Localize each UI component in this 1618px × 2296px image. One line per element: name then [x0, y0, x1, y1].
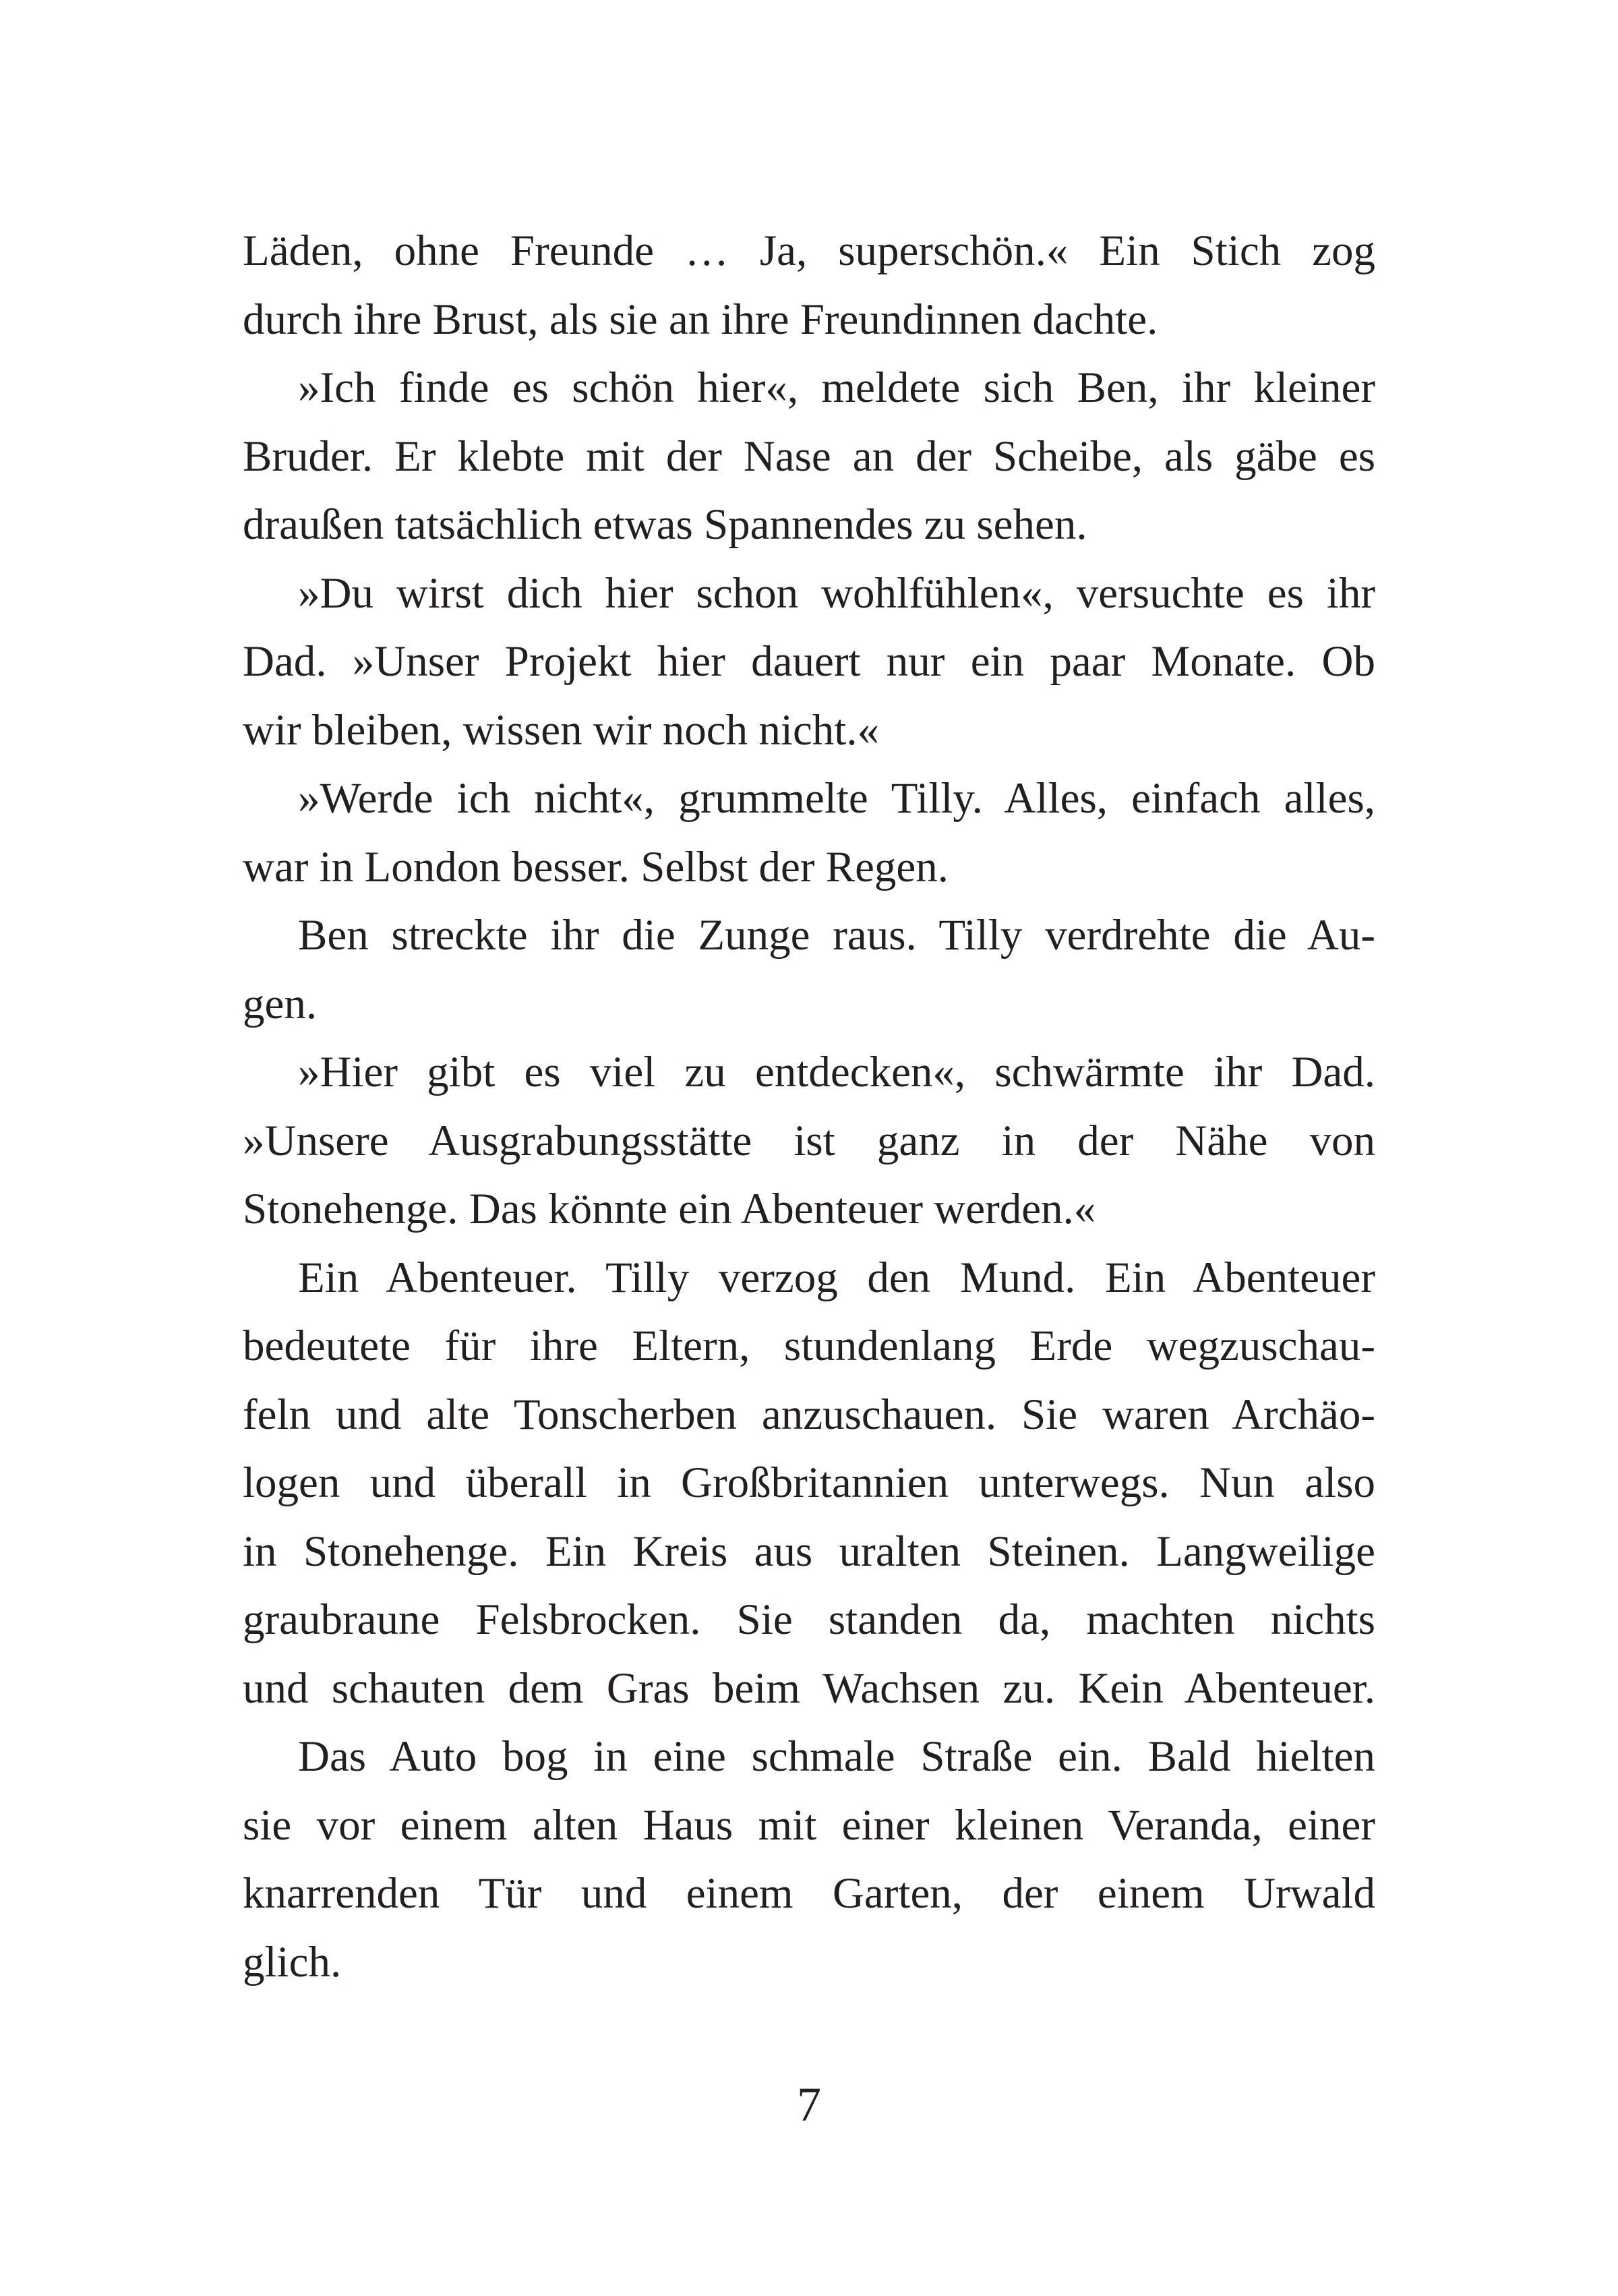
text-line: knarrenden Tür und einem Garten, der einem Urwald [243, 1869, 1375, 1918]
body-text [243, 217, 1375, 1997]
text-line: Bruder. Er klebte mit der Nase an der Scheibe, als gäbe es [243, 432, 1375, 481]
text-line: Dad. »Unser Projekt hier dauert nur ein paar Monate. Ob [243, 637, 1375, 686]
text-line: logen und überall in Großbritannien unterwegs. Nun also [243, 1459, 1375, 1507]
text-line: sie vor einem alten Haus mit einer kleinen Veranda, einer [243, 1800, 1375, 1850]
text-line: Ein Abenteuer. Tilly verzog den Mund. Ein Abenteuer [298, 1253, 1375, 1302]
text-line: Ben streckte ihr die Zunge raus. Tilly verdrehte die Au- [298, 911, 1375, 960]
text-line: »Hier gibt es viel zu entdecken«, schwärmte ihr Dad. [298, 1048, 1375, 1096]
text-line: graubraune Felsbrocken. Sie standen da, machten nichts [243, 1595, 1375, 1644]
text-line: durch ihre Brust, als sie an ihre Freundinnen dachte. [243, 295, 1158, 344]
page-number: 7 [797, 2078, 821, 2131]
text-line: feln und alte Tonscherben anzuschauen. Sie waren Archäo- [243, 1390, 1375, 1439]
text-line: bedeutete für ihre Eltern, stundenlang Erde wegzuschau- [243, 1322, 1375, 1370]
text-line: Das Auto bog in eine schmale Straße ein. Bald hielten [298, 1732, 1375, 1781]
text-line: Läden, ohne Freunde … Ja, superschön.« Ein Stich zog [243, 227, 1375, 275]
text-line: »Ich finde es schön hier«, meldete sich Ben, ihr kleiner [298, 363, 1375, 412]
text-line: war in London besser. Selbst der Regen. [243, 842, 949, 891]
text-line: gen. [243, 979, 318, 1028]
text-line: »Unsere Ausgrabungsstätte ist ganz in der Nähe von [243, 1116, 1375, 1165]
text-line: draußen tatsächlich etwas Spannendes zu sehen. [243, 500, 1087, 549]
text-line: Stonehenge. Das könnte ein Abenteuer werden.« [243, 1185, 1096, 1233]
text-line: wir bleiben, wissen wir noch nicht.« [243, 705, 880, 755]
text-line: »Du wirst dich hier schon wohlfühlen«, versuchte es ihr [298, 568, 1375, 618]
text-line: und schauten dem Gras beim Wachsen zu. Kein Abenteuer. [243, 1664, 1375, 1713]
text-line: »Werde ich nicht«, grummelte Tilly. Alles, einfach alles, [298, 774, 1375, 823]
text-line: glich. [243, 1937, 342, 1986]
text-line: in Stonehenge. Ein Kreis aus uralten Steinen. Langweilige [243, 1527, 1375, 1576]
